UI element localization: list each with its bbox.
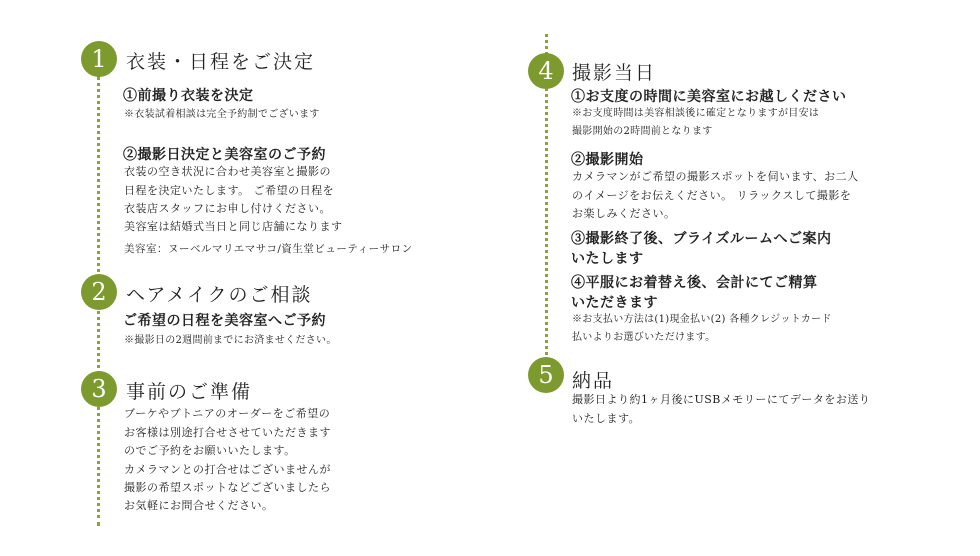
step-1-line-2: 日程を決定いたします。 ご希望の日程を (124, 184, 335, 197)
step-5-line-2: いたします。 (572, 412, 641, 425)
step-4-line-2: のイメージをお伝えください。 リラックスして撮影を (572, 189, 852, 202)
step-1-sub-2: ②撮影日決定と美容室のご予約 (123, 147, 326, 163)
step-4-note-4b: 払いよりお選びいただけます。 (572, 332, 716, 343)
step-5-line-1: 撮影日より約1ヶ月後にUSBメモリーにてデータをお送り (572, 393, 871, 406)
step-4-note-1a: ※お支度時間は美容相談後に確定となりますが目安は (572, 108, 820, 119)
step-5-badge: 5 (528, 357, 564, 393)
step-3-line-5: 撮影の希望スポットなどございましたら (124, 481, 331, 494)
step-1-line-4: 美容室は結婚式当日と同じ店舗になります (124, 220, 343, 233)
step-4-line-1: カメラマンがご希望の撮影スポットを伺います、お二人 (572, 170, 859, 183)
step-2-title: ヘアメイクのご相談 (126, 284, 313, 306)
step-4-sub-1: ①お支度の時間に美容室にお越しください (571, 89, 847, 105)
step-3-line-3: のでご予約をお願いいたします。 (124, 444, 296, 457)
step-5-title: 納品 (572, 370, 615, 392)
step-4-line-3: お楽しみください。 (572, 207, 676, 220)
step-1-line-3: 衣装店スタッフにお申し付けください。 (124, 202, 331, 215)
step-3-title: 事前のご準備 (126, 381, 253, 403)
step-4-sub-2: ②撮影開始 (571, 152, 644, 168)
step-2-sub: ご希望の日程を美容室へご予約 (123, 313, 326, 329)
step-1-badge: 1 (81, 41, 117, 77)
salon-name: 美容室：ヌーベルマリエマサコ/資生堂ビューティーサロン (124, 243, 413, 255)
step-4-note-4a: ※お支払い方法は(1)現金払い(2) 各種クレジットカード (572, 314, 832, 325)
step-4-sub-4b: いただきます (571, 295, 658, 311)
step-4-note-1b: 撮影開始の2時間前となります (572, 126, 713, 137)
step-2-badge: 2 (81, 274, 117, 310)
step-1-title: 衣装・日程をご決定 (126, 51, 316, 73)
step-3-badge: 3 (81, 371, 117, 407)
step-1-sub-1: ①前撮り衣装を決定 (123, 88, 254, 104)
step-1-line-1: 衣装の空き状況に合わせ美容室と撮影の (124, 165, 331, 178)
step-2-note: ※撮影日の2週間前までにお済ませください。 (124, 335, 337, 346)
step-4-title: 撮影当日 (572, 62, 657, 84)
step-3-line-2: お客様は別途打合せさせていただきます (124, 426, 331, 439)
step-3-line-6: お気軽にお問合せください。 (124, 499, 274, 512)
step-3-line-4: カメラマンとの打合せはございませんが (124, 463, 331, 476)
step-4-sub-4a: ④平服にお着替え後、会計にてご精算 (571, 275, 818, 291)
step-1-note-1: ※衣装試着相談は完全予約制でございます (124, 109, 320, 120)
step-4-sub-3a: ③撮影終了後、ブライズルームへご案内 (571, 231, 832, 247)
step-4-badge: 4 (528, 53, 564, 89)
step-3-line-1: ブーケやブトニアのオーダーをご希望の (124, 407, 331, 420)
step-4-sub-3b: いたします (571, 251, 644, 267)
